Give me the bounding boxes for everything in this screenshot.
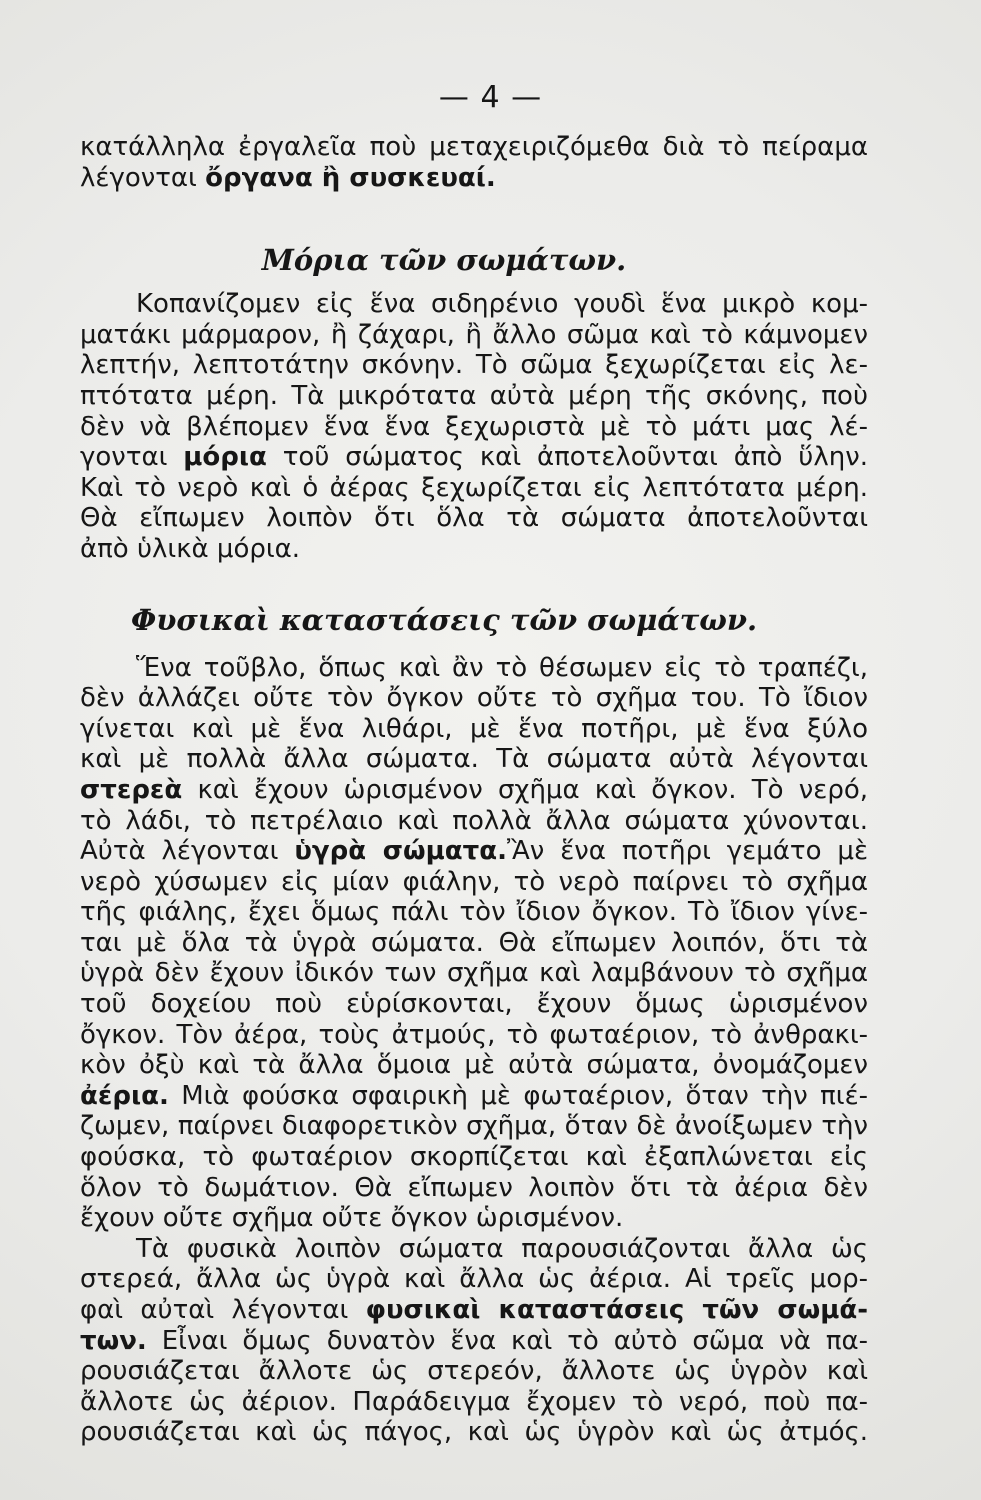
text-span: φαὶ αὐταὶ λέγονται: [80, 1295, 366, 1325]
text-line: κατάλληλα ἐργαλεῖα ποὺ μεταχειριζόμεθα διὰ τὸ πείραμα: [80, 132, 868, 162]
states-paragraph-1: [80, 653, 868, 1234]
text-line: φούσκα, τὸ φωταέριον σκορπίζεται καὶ ἐξαπλώνεται εἰς: [80, 1142, 868, 1173]
text-span: Μιὰ φούσκα σφαιρικὴ μὲ φωταέριον, ὅταν τὴν πιέ-: [168, 1080, 868, 1111]
text-line: Καὶ τὸ νερὸ καὶ ὁ ἀέρας ξεχωρίζεται εἰς λεπτότατα μέρη.: [80, 472, 868, 503]
text-line: ζωμεν, παίρνει διαφορετικὸν σχῆμα, ὅταν δὲ ἀνοίξωμεν τὴν: [80, 1111, 868, 1142]
text-line: Κοπανίζομεν εἰς ἕνα σιδηρένιο γουδὶ ἕνα μικρὸ κομ-: [136, 289, 868, 320]
text-line: ὄγκον. Τὸν ἀέρα, τοὺς ἀτμούς, τὸ φωταέριον, τὸ ἀνθρακι-: [80, 1019, 868, 1050]
intro-paragraph: [80, 132, 868, 193]
text-span: Εἶναι ὅμως δυνατὸν ἕνα καὶ τὸ αὐτὸ σῶμα νὰ πα-: [146, 1325, 868, 1356]
term-moria: μόρια: [183, 442, 267, 473]
term-sterea: στερεὰ: [80, 774, 183, 805]
text-line: ματάκι μάρμαρον, ἢ ζάχαρι, ἢ ἄλλο σῶμα καὶ τὸ κάμνομεν: [80, 319, 868, 350]
text-line: καὶ μὲ πολλὰ ἄλλα σώματα. Τὰ σώματα αὐτὰ λέγονται: [80, 744, 868, 775]
molecules-paragraph: [80, 289, 868, 564]
text-line: τοῦ δοχείου ποὺ εὑρίσκονται, ἔχουν ὅμως ὡρισμένον: [80, 989, 868, 1020]
text-span: Αὐτὰ λέγονται: [80, 836, 295, 867]
text-line: λεπτήν, λεπτοτάτην σκόνην. Τὸ σῶμα ξεχωρίζεται εἰς λε-: [80, 350, 868, 381]
text-line: κὸν ὀξὺ καὶ τὰ ἄλλα ὅμοια μὲ αὐτὰ σώματα, ὀνομάζομεν: [80, 1050, 868, 1081]
text-line: ρουσιάζεται ἄλλοτε ὡς στερεόν, ἄλλοτε ὡς ὑγρὸν καὶ: [80, 1356, 868, 1387]
text-span: Ἂν ἕνα ποτῆρι γεμάτο μὲ: [506, 836, 869, 867]
term-organa: ὄργανα ἢ συσκευαί.: [205, 162, 496, 193]
text-line: ἄλλοτε ὡς ἀέριον. Παράδειγμα ἔχομεν τὸ νερό, ποὺ πα-: [80, 1386, 868, 1417]
text-line: Τὰ φυσικὰ λοιπὸν σώματα παρουσιάζονται ἄλλα ὡς: [136, 1233, 868, 1264]
term-aeria: ἀέρια.: [80, 1080, 169, 1111]
text-line: δὲν ἀλλάζει οὔτε τὸν ὄγκον οὔτε τὸ σχῆμα του. Τὸ ἴδιον: [80, 683, 868, 714]
text-line: ὑγρὰ δὲν ἔχουν ἰδικόν των σχῆμα καὶ λαμβάνουν τὸ σχῆμα: [80, 958, 868, 989]
states-paragraph-2: [80, 1234, 868, 1448]
text-line: δὲν νὰ βλέπομεν ἕνα ἕνα ξεχωριστὰ μὲ τὸ μάτι μας λέ-: [80, 411, 868, 442]
text-line: ται μὲ ὅλα τὰ ὑγρὰ σώματα. Θὰ εἴπωμεν λοιπόν, ὅτι τὰ: [80, 927, 868, 958]
text-line: στερεά, ἄλλα ὡς ὑγρὰ καὶ ἄλλα ὡς ἀέρια. Αἱ τρεῖς μορ-: [80, 1264, 868, 1295]
text-line: τῆς φιάλης, ἔχει ὅμως πάλι τὸν ἴδιον ὄγκον. Τὸ ἴδιον γίνε-: [80, 897, 868, 928]
page-content: [80, 132, 868, 1448]
text-line: [80, 1326, 868, 1357]
text-span: τοῦ σώματος καὶ ἀποτελοῦνται ἀπὸ ὕλην.: [266, 442, 868, 473]
text-line: ἔχουν οὔτε σχῆμα οὔτε ὄγκον ὡρισμένον.: [80, 1203, 624, 1234]
text-line: [80, 442, 868, 473]
term-physical-states: φυσικαὶ καταστάσεις τῶν σωμά-: [365, 1295, 868, 1325]
text-line: τὸ λάδι, τὸ πετρέλαιο καὶ πολλὰ ἄλλα σώματα χύνονται.: [80, 805, 868, 836]
text-line: νερὸ χύσωμεν εἰς μίαν φιάλην, τὸ νερὸ παίρνει τὸ σχῆμα: [80, 866, 868, 897]
text-span: λέγονται: [80, 162, 206, 193]
text-span: καὶ ἔχουν ὡρισμένον σχῆμα καὶ ὄγκον. Τὸ νερό,: [182, 774, 868, 805]
text-line: ἀπὸ ὑλικὰ μόρια.: [80, 533, 301, 564]
page-number: — 4 —: [438, 80, 543, 115]
text-line: γίνεται καὶ μὲ ἕνα λιθάρι, μὲ ἕνα ποτῆρι, μὲ ἕνα ξύλο: [80, 713, 868, 744]
text-line: πτότατα μέρη. Τὰ μικρότατα αὐτὰ μέρη τῆς σκόνης, ποὺ: [80, 380, 868, 411]
text-line: Ἕνα τοῦβλο, ὅπως καὶ ἂν τὸ θέσωμεν εἰς τὸ τραπέζι,: [136, 652, 868, 683]
term-physical-states-end: των.: [80, 1325, 147, 1356]
text-line: [80, 775, 868, 806]
text-line: ὅλον τὸ δωμάτιον. Θὰ εἴπωμεν λοιπὸν ὅτι τὰ ἀέρια δὲν: [80, 1172, 868, 1203]
text-line: [80, 836, 868, 867]
section-heading-molecules: Μόρια τῶν σωμάτων.: [261, 243, 627, 278]
text-line: ρουσιάζεται καὶ ὡς πάγος, καὶ ὡς ὑγρὸν καὶ ὡς ἀτμός.: [80, 1417, 868, 1448]
section-heading-states: Φυσικαὶ καταστάσεις τῶν σωμάτων.: [130, 602, 758, 637]
text-span: γονται: [80, 442, 184, 473]
text-line: [80, 1295, 868, 1326]
term-ygra-somata: ὑγρὰ σώματα.: [294, 836, 507, 867]
text-line: Θὰ εἴπωμεν λοιπὸν ὅτι ὅλα τὰ σώματα ἀποτελοῦνται: [80, 503, 868, 534]
text-line: [80, 163, 868, 194]
text-line: [80, 1081, 868, 1112]
